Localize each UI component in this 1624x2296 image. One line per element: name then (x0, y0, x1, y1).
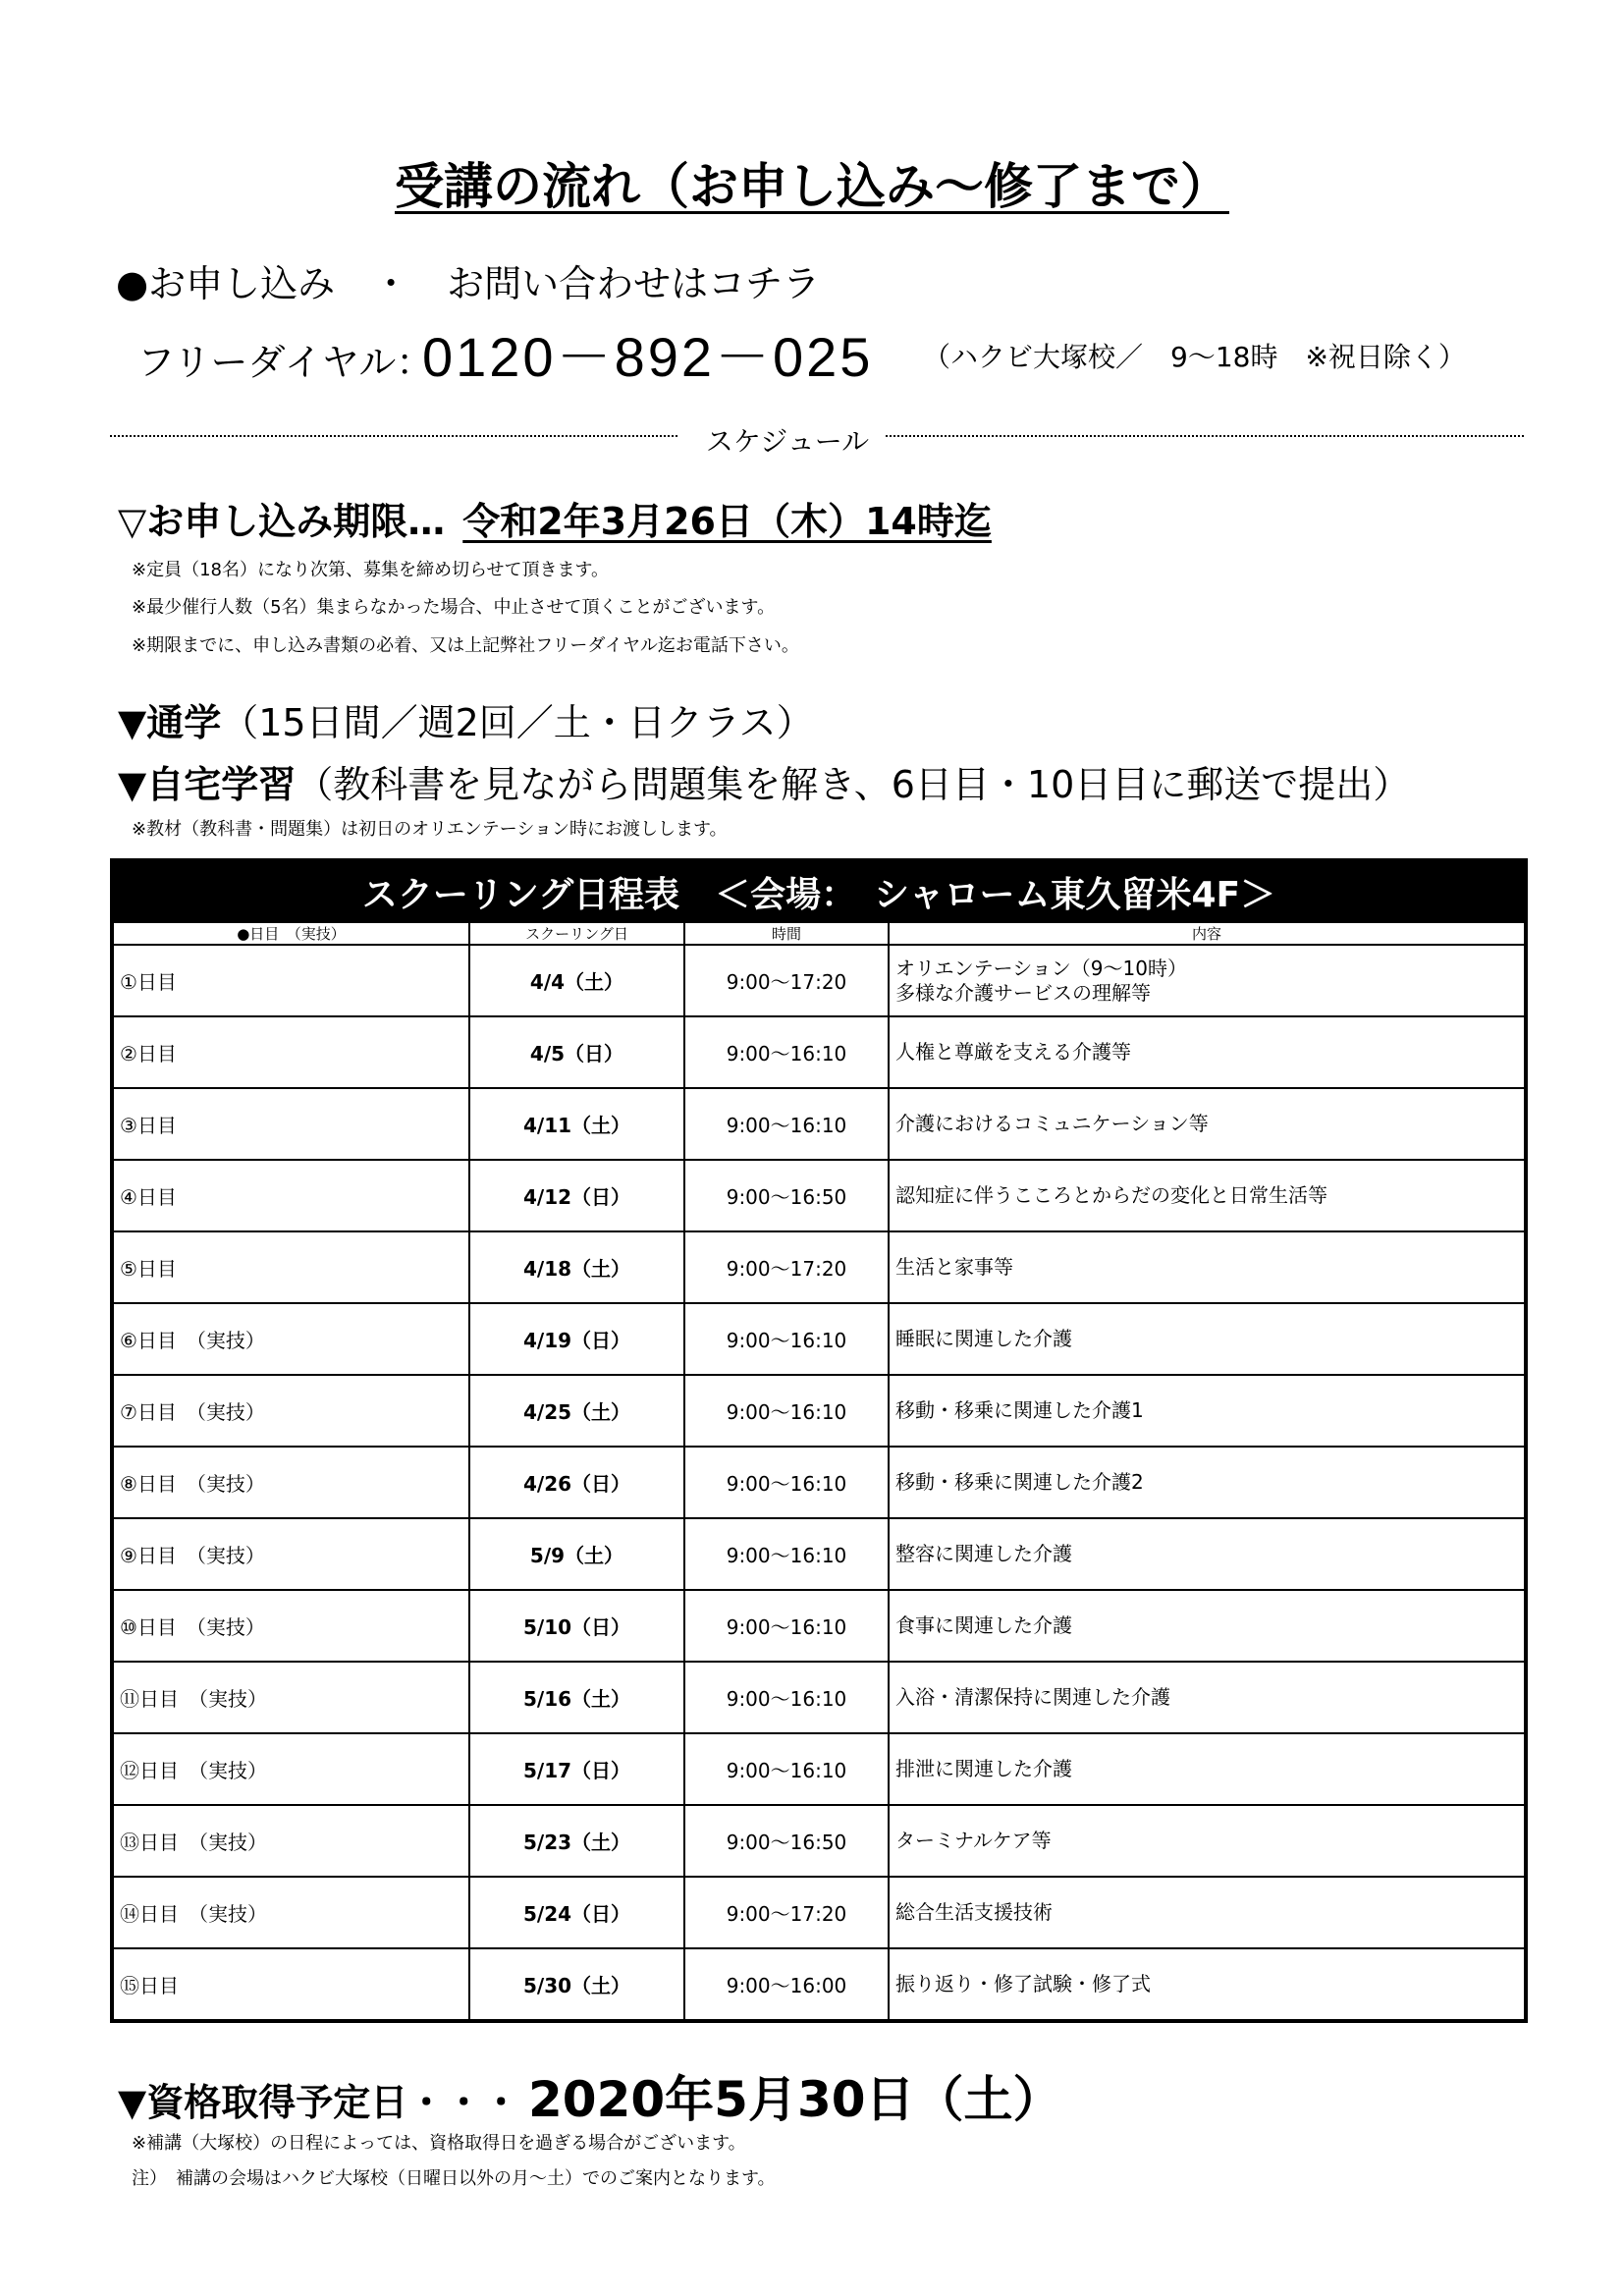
row-time: 9:00～16:10 (684, 1016, 889, 1088)
row-date: 4/19（日） (469, 1303, 684, 1375)
deadline-note: ※最少催行人数（5名）集まらなかった場合、中止させて頂くことがございます。 (132, 597, 776, 618)
column-header-day: ●日目 （実技） (112, 922, 469, 945)
column-header-time: 時間 (684, 922, 889, 945)
row-content-line: 入浴・清潔保持に関連した介護 (895, 1685, 1170, 1709)
row-content (889, 1303, 1526, 1375)
row-content (889, 1948, 1526, 2021)
table-row (112, 1375, 1526, 1447)
schedule-table-title: スクーリング日程表 ＜会場： シャローム東久留米4F＞ (112, 860, 1526, 922)
row-day: ⑮日目 (112, 1948, 469, 2021)
row-content-line: 人権と尊厳を支える介護等 (895, 1040, 1131, 1064)
table-row (112, 1805, 1526, 1877)
deadline-label: ▽お申し込み期限… (118, 500, 446, 543)
row-day: ⑦日目 （実技） (112, 1375, 469, 1447)
row-content (889, 945, 1526, 1016)
row-day: ⑭日目 （実技） (112, 1877, 469, 1948)
row-day: ⑩日目 （実技） (112, 1590, 469, 1662)
schedule-divider (110, 420, 1524, 458)
row-day: ⑬日目 （実技） (112, 1805, 469, 1877)
row-date: 5/17（日） (469, 1733, 684, 1805)
row-content (889, 1231, 1526, 1303)
row-content (889, 1662, 1526, 1733)
row-time: 9:00～17:20 (684, 1231, 889, 1303)
row-day: ⑨日目 （実技） (112, 1518, 469, 1590)
column-header-date: スクーリング日 (469, 922, 684, 945)
row-day: ④日目 (112, 1160, 469, 1231)
row-content (889, 1590, 1526, 1662)
free-dial-number: 0120－892－025 (422, 326, 874, 388)
row-content (889, 1733, 1526, 1805)
table-row (112, 1948, 1526, 2021)
row-content-line: 睡眠に関連した介護 (895, 1327, 1072, 1350)
row-date: 4/11（土） (469, 1088, 684, 1160)
table-row (112, 1662, 1526, 1733)
row-content-line: 多様な介護サービスの理解等 (895, 980, 1151, 1005)
table-row (112, 1231, 1526, 1303)
row-time: 9:00～16:10 (684, 1303, 889, 1375)
row-date: 5/10（日） (469, 1590, 684, 1662)
row-time: 9:00～17:20 (684, 945, 889, 1016)
table-row (112, 1088, 1526, 1160)
row-content (889, 1877, 1526, 1948)
row-content (889, 1088, 1526, 1160)
table-row (112, 945, 1526, 1016)
row-time: 9:00～16:10 (684, 1375, 889, 1447)
table-row (112, 1447, 1526, 1518)
row-time: 9:00～16:10 (684, 1088, 889, 1160)
row-day: ⑤日目 (112, 1231, 469, 1303)
row-date: 4/26（日） (469, 1447, 684, 1518)
row-time: 9:00～16:10 (684, 1662, 889, 1733)
row-day: ②日目 (112, 1016, 469, 1088)
home-study-note: ※教材（教科書・問題集）は初日のオリエンテーション時にお渡しします。 (132, 819, 728, 840)
row-content-line: 排泄に関連した介護 (895, 1757, 1072, 1780)
row-date: 4/4（土） (469, 945, 684, 1016)
divider-line-right (886, 435, 1524, 437)
row-content-line: 生活と家事等 (895, 1255, 1013, 1279)
deadline-note: ※期限までに、申し込み書類の必着、又は上記弊社フリーダイヤル迄お電話下さい。 (132, 635, 799, 656)
schooling-schedule-table (110, 858, 1528, 2023)
table-row (112, 1877, 1526, 1948)
row-content-line: ターミナルケア等 (895, 1829, 1052, 1852)
free-dial-label: フリーダイヤル： (137, 341, 434, 384)
row-time: 9:00～16:10 (684, 1518, 889, 1590)
row-date: 4/18（土） (469, 1231, 684, 1303)
row-content (889, 1160, 1526, 1231)
footer-note: ※補講（大塚校）の日程によっては、資格取得日を過ぎる場合がございます。 (132, 2133, 746, 2154)
row-content (889, 1447, 1526, 1518)
row-date: 4/12（日） (469, 1160, 684, 1231)
row-date: 5/24（日） (469, 1877, 684, 1948)
certification-date: 2020年5月30日（土） (528, 2071, 1062, 2128)
row-content (889, 1375, 1526, 1447)
row-date: 5/9（土） (469, 1518, 684, 1590)
table-row (112, 1518, 1526, 1590)
footer-note: 注） 補講の会場はハクビ大塚校（日曜日以外の月～土）でのご案内となります。 (132, 2168, 776, 2189)
row-date: 5/30（土） (469, 1948, 684, 2021)
commute-heading: ▼通学 (118, 701, 222, 744)
row-date: 5/23（土） (469, 1805, 684, 1877)
row-content-line: オリエンテーション（9～10時） (895, 956, 1187, 980)
row-time: 9:00～16:10 (684, 1590, 889, 1662)
row-time: 9:00～16:00 (684, 1948, 889, 2021)
row-content-line: 認知症に伴うこころとからだの変化と日常生活等 (895, 1183, 1327, 1207)
row-day: ①日目 (112, 945, 469, 1016)
row-time: 9:00～16:10 (684, 1733, 889, 1805)
table-row (112, 1303, 1526, 1375)
row-content-line: 総合生活支援技術 (895, 1900, 1053, 1924)
home-study-info (118, 754, 1410, 808)
row-day: ⑥日目 （実技） (112, 1303, 469, 1375)
row-content-line: 移動・移乗に関連した介護2 (895, 1470, 1144, 1494)
row-day: ③日目 (112, 1088, 469, 1160)
divider-line-left (110, 435, 677, 437)
deadline-date: 令和2年3月26日（木）14時迄 (462, 500, 992, 543)
row-content-line: 介護におけるコミュニケーション等 (895, 1112, 1209, 1135)
table-row (112, 1590, 1526, 1662)
row-content-line: 移動・移乗に関連した介護1 (895, 1398, 1144, 1422)
row-time: 9:00～16:50 (684, 1160, 889, 1231)
row-time: 9:00～16:50 (684, 1805, 889, 1877)
commute-info (118, 692, 814, 746)
row-date: 4/25（土） (469, 1375, 684, 1447)
row-date: 5/16（土） (469, 1662, 684, 1733)
row-time: 9:00～16:10 (684, 1447, 889, 1518)
row-day: ⑧日目 （実技） (112, 1447, 469, 1518)
row-content (889, 1016, 1526, 1088)
commute-detail: （15日間／週2回／土・日クラス） (221, 701, 814, 744)
contact-heading: ●お申し込み ・ お問い合わせはコチラ (116, 262, 821, 305)
column-header-content: 内容 (889, 922, 1526, 945)
table-row (112, 1160, 1526, 1231)
row-content (889, 1518, 1526, 1590)
table-row (112, 1016, 1526, 1088)
row-date: 4/5（日） (469, 1016, 684, 1088)
row-content (889, 1805, 1526, 1877)
application-deadline (118, 491, 992, 545)
home-study-heading: ▼自宅学習 (118, 763, 297, 806)
certification-label: ▼資格取得予定日・・・ (118, 2081, 520, 2124)
row-day: ⑪日目 （実技） (112, 1662, 469, 1733)
row-content-line: 整容に関連した介護 (895, 1542, 1072, 1565)
table-row (112, 1733, 1526, 1805)
free-dial-note: （ハクビ大塚校／ 9～18時 ※祝日除く） (923, 341, 1466, 373)
page-title: 受講の流れ（お申し込み～修了まで） (395, 158, 1229, 215)
row-time: 9:00～17:20 (684, 1877, 889, 1948)
deadline-note: ※定員（18名）になり次第、募集を締め切らせて頂きます。 (132, 560, 610, 580)
row-content-line: 振り返り・修了試験・修了式 (895, 1972, 1151, 1995)
row-day: ⑫日目 （実技） (112, 1733, 469, 1805)
home-study-detail: （教科書を見ながら問題集を解き、6日目・10日目に郵送で提出） (296, 763, 1411, 806)
row-content-line: 食事に関連した介護 (895, 1613, 1072, 1637)
schedule-divider-label: スケジュール (705, 425, 870, 458)
